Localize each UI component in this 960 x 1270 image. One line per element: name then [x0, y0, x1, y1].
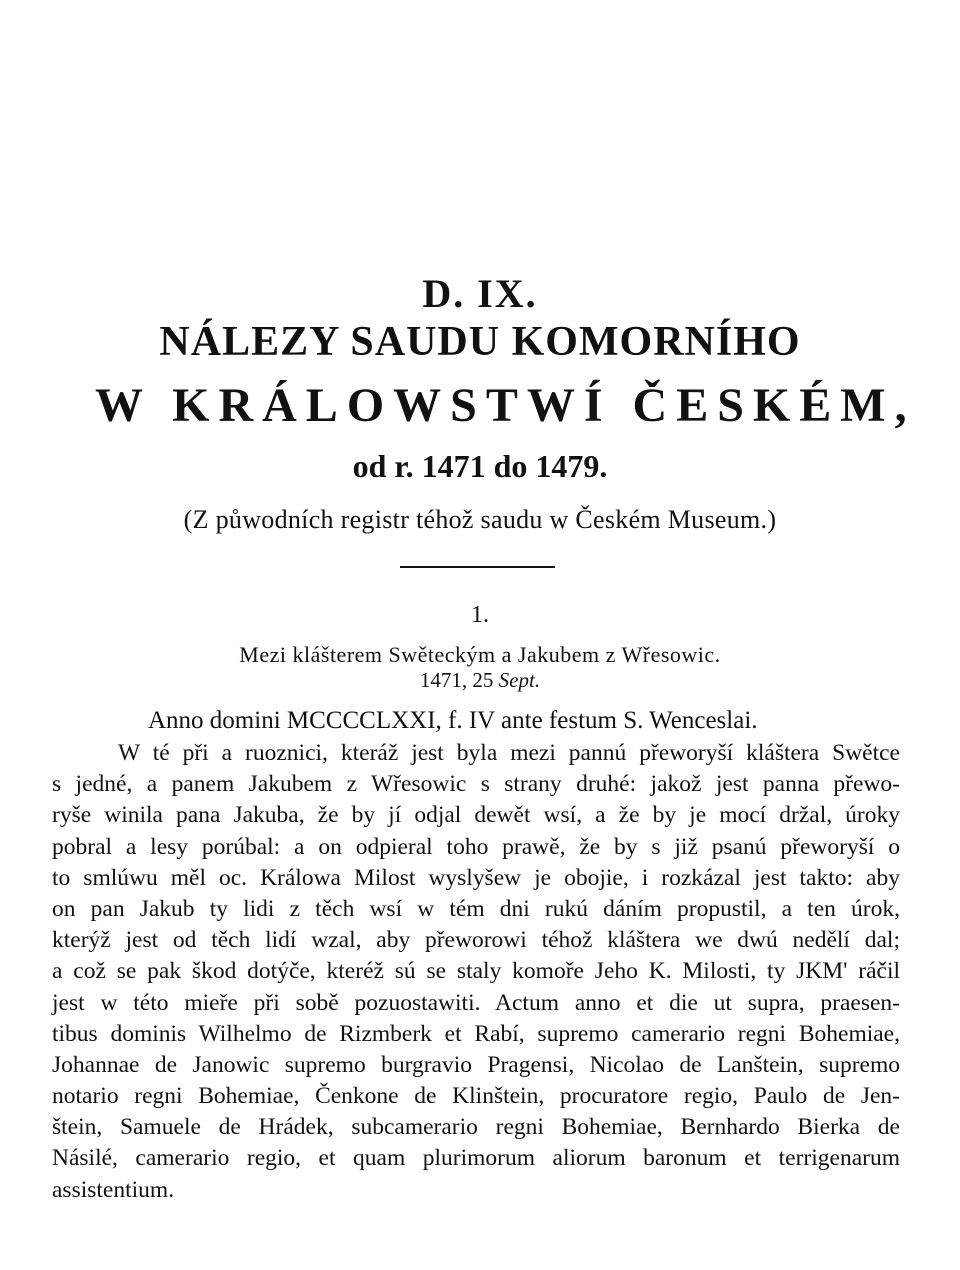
title-line-2: W KRÁLOWSTWÍ ČESKÉM, [95, 379, 916, 432]
body-line: on pan Jakub ty lidi z těch wsí w tém dni rukú dáním propustil, a ten úrok, [52, 895, 900, 922]
entry-heading: Mezi klášterem Swěteckým a Jakubem z Wřesowic. [239, 642, 721, 667]
title-line-1: NÁLEZY SAUDU KOMORNÍHO [159, 319, 801, 365]
entry-body [52, 738, 900, 1206]
entry-date [0, 668, 960, 693]
body-line: tibus dominis Wilhelmo de Rizmberk et Rabí, supremo camerario regni Bohemiae, [52, 1020, 900, 1047]
body-line: kterýž jest od těch lidí wzal, aby přeworowi téhož kláštera we dwú nedělí dal; [52, 927, 900, 954]
body-line: jest w této mieře při sobě pozuostawiti. Actum anno et die ut supra, praesen- [52, 989, 900, 1016]
body-line: Násilé, camerario regio, et quam plurimorum aliorum baronum et terrigenarum [52, 1145, 900, 1172]
body-line: to smlúwu měl oc. Králowa Milost wyslyšew je obojie, i rozkázal jest takto: aby [52, 864, 900, 891]
body-line: štein, Samuele de Hrádek, subcamerario regni Bohemiae, Bernhardo Bierka de [52, 1114, 900, 1141]
body-line: s jedné, a panem Jakubem z Wřesowic s strany druhé: jakož jest panna přewo- [52, 771, 900, 798]
entry-date-month: Sept. [498, 668, 541, 692]
date-range: od r. 1471 do 1479. [352, 448, 608, 484]
body-line: ryše winila pana Jakuba, že by jí odjal dewět wsí, a že by je mocí držal, úroky [52, 802, 900, 829]
section-label: D. IX. [422, 271, 538, 316]
divider-rule [400, 566, 555, 568]
body-line: a což se pak škod dotýče, kteréž sú se staly komoře Jeho K. Milosti, ty JKM' ráčil [52, 958, 900, 985]
source-note: (Z půwodních registr téhož saudu w Českém Museum.) [183, 505, 777, 534]
body-line: notario regni Bohemiae, Čenkone de Klinštein, procuratore regio, Paulo de Jen- [52, 1083, 900, 1110]
body-line: assistentium. [52, 1176, 175, 1203]
entry-number: 1. [471, 602, 489, 628]
body-line: Johannae de Janowic supremo burgravio Pragensi, Nicolao de Lanštein, supremo [52, 1051, 900, 1078]
anno-line: Anno domini MCCCCLXXI, f. IV ante festum S. Wenceslai. [148, 707, 758, 734]
entry-date-prefix: 1471, 25 [419, 668, 494, 692]
body-line: pobral a lesy porúbal: a on odpieral toho prawě, že by s již psanú přeworyší o [52, 833, 900, 860]
body-line: W té při a ruoznici, kteráž jest byla mezi pannú přeworyší kláštera Swětce [118, 740, 900, 766]
